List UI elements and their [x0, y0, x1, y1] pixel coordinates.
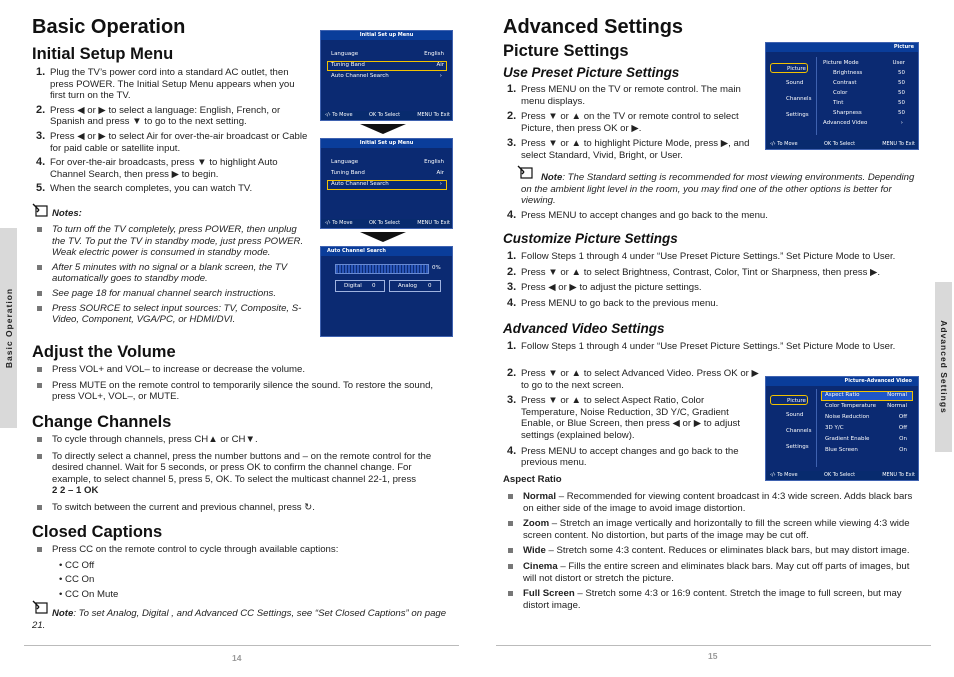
side-tab-basic-operation: Basic Operation [0, 228, 17, 428]
caption-option: • CC On [59, 574, 95, 586]
step-3: 3. Press ◀ or ▶ to select Air for over-the-air broadcast or Cable for paid cable or satellite input. [36, 129, 308, 154]
channel-item: To cycle through channels, press CH▲ or CH▼. [32, 434, 452, 446]
tv-screen-advanced-video: Picture-Advanced Video Picture Sound Channels Settings Aspect Ratio Normal Color Temperature Normal Noise Reduction Off 3D Y/C Off Gradient Enable On Blue Screen On ‹/› To Move OK To Select MENU To Exit [765, 376, 919, 481]
step-5: 5. When the search completes, you can watch TV. [36, 182, 253, 195]
step-2: 2. Press ▼ or ▲ to select Brightness, Contrast, Color, Tint or Sharpness, then press ▶. [507, 265, 881, 278]
tv-screen-auto-channel-search: Auto Channel Search 0% Digital 0 Analog 0 [320, 246, 453, 337]
page-number-left: 14 [232, 653, 242, 663]
step-1: 1. Follow Steps 1 through 4 under “Use Preset Picture Settings.” Set Picture Mode to User. [507, 250, 896, 262]
step-3: 3. Press ▼ or ▲ to highlight Picture Mode, press ▶, and select Standard, Vivid, Bright, or User. [507, 137, 750, 161]
heading-aspect-ratio: Aspect Ratio [503, 474, 562, 485]
note-item: After 5 minutes with no signal or a blank screen, the TV automatically goes to standby mode. [32, 262, 310, 285]
preset-note: Note: The Standard setting is recommended for most viewing environments. Depending on the ambient light level in the room, you may find one of the other options is better for viewing. [521, 172, 915, 207]
heading-volume: Adjust the Volume [32, 343, 176, 361]
channel-item: To directly select a channel, press the number buttons and – on the remote control for the desired channel. Wait for 5 seconds, or press OK to confirm the channel change. For example, to select channel 5, press 5, OK. To select the multicast channel 22-1, press 2 2 – 1 OK [32, 451, 452, 497]
tv-menu-sidebar: Picture Sound Channels Settings [770, 391, 810, 457]
volume-list [32, 364, 452, 403]
aspect-list [503, 491, 923, 611]
aspect-item: Cinema – Fills the entire screen and eliminates black bars. May cut off parts of images, but will not distort or stretch the picture. [503, 561, 923, 584]
step-1: 1. Follow Steps 1 through 4 under “Use Preset Picture Settings.” Set Picture Mode to User. [507, 340, 896, 352]
channels-list [32, 434, 452, 514]
channel-item: To switch between the current and previous channel, press ↻. [32, 502, 452, 514]
setup-notes [32, 224, 310, 326]
step-4: 4. For over-the-air broadcasts, press ▼ to highlight Auto Channel Search, then press ▶ to begin. [36, 156, 278, 180]
footer-rule-left [24, 645, 459, 646]
footer-rule-right [496, 645, 931, 646]
step-2: 2. Press ▼ or ▲ on the TV or remote control to select Picture, then press OK or ▶. [507, 110, 739, 134]
tv-screen-picture: Picture Picture Sound Channels Settings Picture Mode User Brightness 50 Contrast 50 Color 50 Tint 50 Sharpness 50 Advanced Video › ‹/› To Move OK To Select MENU To Exit [765, 42, 919, 150]
caption-option: • CC Off [59, 559, 95, 571]
preset-steps [503, 84, 758, 162]
aspect-item: Wide – Stretch some 4:3 content. Reduces or eliminates black bars, but may distort image. [503, 545, 923, 557]
note-icon [32, 203, 48, 217]
tv-screen-initial-setup-1: Initial Set up Menu Language English Tuning Band Air Auto Channel Search › ‹/› To Move OK To Select MENU To Exit [320, 30, 453, 121]
multicast-keys: 2 2 – 1 OK [52, 485, 99, 497]
step-4: 4. Press MENU to accept changes and go back to the previous menu. [507, 444, 739, 469]
tv-screen-initial-setup-2: Initial Set up Menu Language English Tuning Band Air Auto Channel Search › ‹/› To Move OK To Select MENU To Exit [320, 138, 453, 229]
aspect-item: Full Screen – Stretch some 4:3 or 16:9 content. Stretch the image to full screen, but may distort image. [503, 588, 923, 611]
caption-option: • CC On Mute [59, 588, 119, 600]
step-3: 3. Press ◀ or ▶ to adjust the picture settings. [507, 281, 702, 294]
notes-label: Notes: [52, 208, 82, 219]
page-title-left: Basic Operation [32, 16, 186, 38]
heading-initial-setup: Initial Setup Menu [32, 45, 174, 63]
heading-preset: Use Preset Picture Settings [503, 65, 680, 80]
captions-list [32, 544, 452, 600]
tv-menu-sidebar: Picture Sound Channels Settings [770, 59, 810, 125]
setup-steps [32, 67, 310, 195]
arrow-down-icon [360, 124, 406, 134]
progress-bar [335, 264, 429, 274]
note-item: See page 18 for manual channel search instructions. [32, 288, 310, 300]
video-steps-2 [503, 368, 759, 469]
page-title-right: Advanced Settings [503, 16, 684, 38]
heading-captions: Closed Captions [32, 523, 163, 541]
volume-item: Press VOL+ and VOL– to increase or decrease the volume. [32, 364, 452, 376]
step-1: 1. Plug the TV’s power cord into a standard AC outlet, then press POWER. The Initial Setup Menu appears when you first turn on the TV. [36, 66, 295, 102]
video-steps [503, 341, 923, 353]
page-number-right: 15 [708, 651, 718, 661]
caption-item: Press CC on the remote control to cycle through available captions: [32, 544, 452, 556]
preset-step-4: 4. Press MENU to accept changes and go back to the menu. [507, 209, 768, 221]
step-2: 2. Press ◀ or ▶ to select a language: English, French, or Spanish and press ▼ to go to the next setting. [36, 103, 281, 128]
heading-channels: Change Channels [32, 413, 172, 431]
captions-note: Note: To set Analog, Digital , and Advanced CC Settings, see “Set Closed Captions” on page 21. [32, 608, 447, 631]
heading-picture-settings: Picture Settings [503, 42, 629, 60]
arrow-down-icon [360, 232, 406, 242]
aspect-item: Zoom – Stretch an image vertically and horizontally to fill the screen while viewing 4:3 wide screen content. No distortion, but parts of the image may be cut off. [503, 518, 923, 541]
heading-customize: Customize Picture Settings [503, 231, 678, 246]
note-item: To turn off the TV completely, press POWER, then unplug the TV. To put the TV in standby mode, just press POWER. Weak electric power is consumed in standby mode. [32, 224, 310, 259]
step-3: 3. Press ▼ or ▲ to select Aspect Ratio, Color Temperature, Noise Reduction, 3D Y/C, Gradient Enable, or Blue Screen, then press ◀ or ▶ to adjust settings (explained below). [507, 394, 741, 441]
customize-steps [503, 251, 923, 309]
volume-item: Press MUTE on the remote control to temporarily silence the sound. To restore the sound, press VOL+, VOL–, or MUTE. [32, 380, 452, 403]
step-4: 4. Press MENU to go back to the previous menu. [507, 296, 719, 309]
aspect-item: Normal – Recommended for viewing content broadcast in 4:3 wide screen. Adds black bars on either side of the image to avoid image distortion. [503, 491, 923, 514]
heading-advanced-video: Advanced Video Settings [503, 321, 665, 336]
side-tab-advanced-settings: Advanced Settings [935, 282, 952, 452]
note-item: Press SOURCE to select input sources: TV, Composite, S-Video, Component, VGA/PC, or HDMI/DVI. [32, 303, 310, 326]
step-2: 2. Press ▼ or ▲ to select Advanced Video. Press OK or ▶ to go to the next screen. [507, 367, 759, 391]
step-1: 1. Press MENU on the TV or remote control. The main menu displays. [507, 83, 741, 107]
